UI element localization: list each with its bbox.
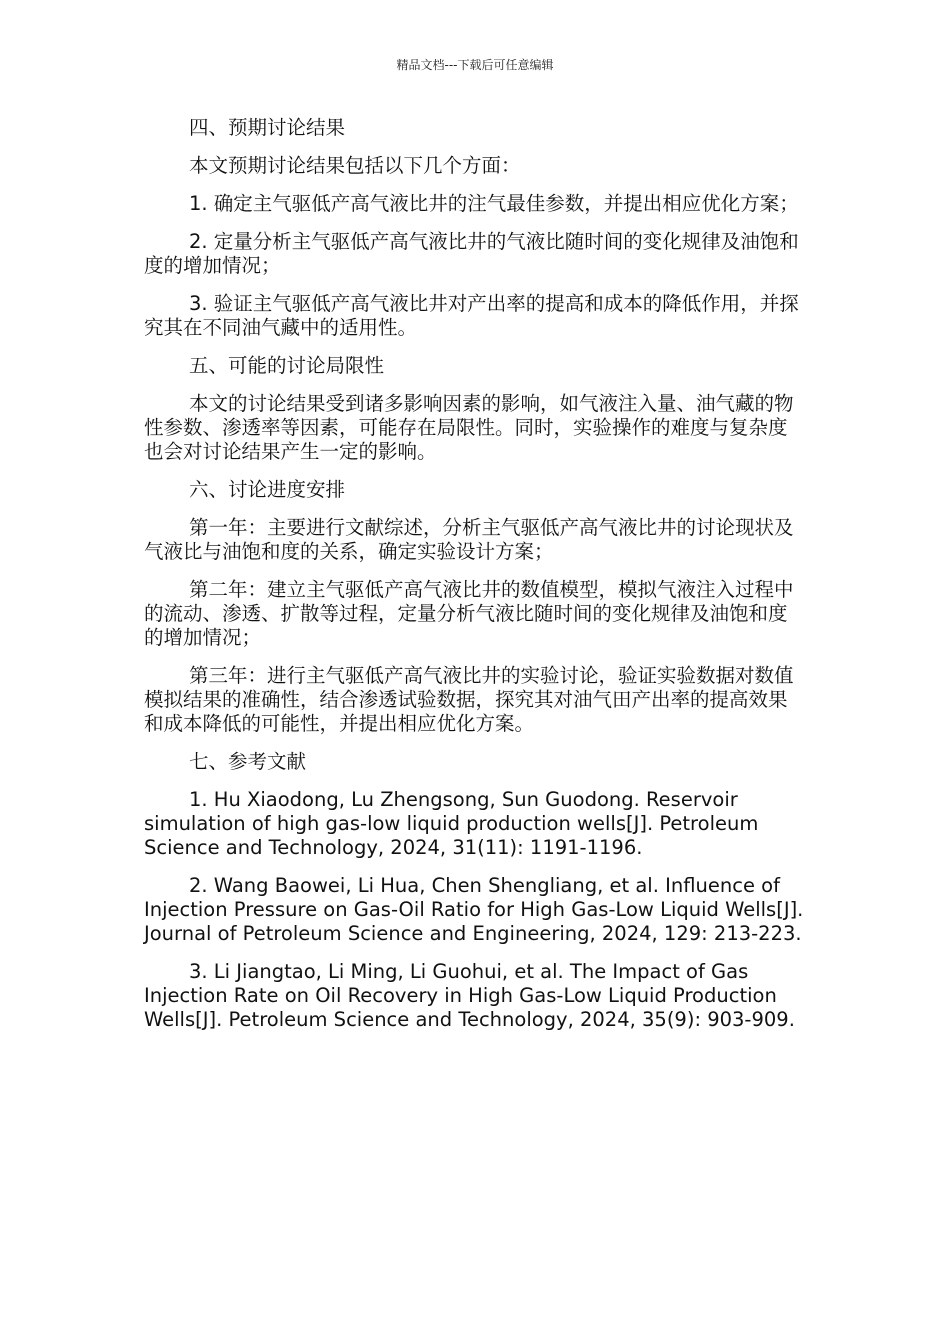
paragraph-result-1: 1. 确定主气驱低产高气液比井的注气最佳参数，并提出相应优化方案； — [189, 192, 799, 215]
paragraph-schedule-year-2: 第二年：建立主气驱低产高气液比井的数值模型，模拟气液注入过程中的流动、渗透、扩散等过程，定量分析气液比随时间的变化规律及油饱和度的增加情况； — [144, 578, 794, 649]
section-heading-expected-results: 四、预期讨论结果 — [189, 116, 346, 139]
reference-item-3: 3. Li Jiangtao, Li Ming, Li Guohui, et al. The Impact of Gas Injection Rate on Oil Recovery in High Gas-Low Liquid Production Wells[J]. Petroleum Science and Technology, 2024, 35(9): 903-909. — [144, 960, 795, 1031]
section-heading-limitations: 五、可能的讨论局限性 — [189, 354, 385, 377]
paragraph-limitations: 本文的讨论结果受到诸多影响因素的影响，如气液注入量、油气藏的物性参数、渗透率等因素，可能存在局限性。同时，实验操作的难度与复杂度也会对讨论结果产生一定的影响。 — [144, 392, 794, 463]
paragraph-results-intro: 本文预期讨论结果包括以下几个方面： — [189, 154, 521, 177]
section-heading-references: 七、参考文献 — [189, 750, 307, 773]
page-header: 精品文档---下载后可任意编辑 — [396, 58, 554, 72]
paragraph-result-3: 3. 验证主气驱低产高气液比井对产出率的提高和成本的降低作用，并探究其在不同油气藏中的适用性。 — [144, 292, 799, 339]
section-heading-schedule: 六、讨论进度安排 — [189, 478, 346, 501]
document-body — [144, 116, 804, 1046]
paragraph-schedule-year-1: 第一年：主要进行文献综述，分析主气驱低产高气液比井的讨论现状及气液比与油饱和度的关系，确定实验设计方案； — [144, 516, 794, 563]
reference-item-2: 2. Wang Baowei, Li Hua, Chen Shengliang, et al. Influence of Injection Pressure on Gas-Oil Ratio for High Gas-Low Liquid Wells[J]. Journal of Petroleum Science and Engineering, 2024, 129: 213-223. — [144, 874, 804, 945]
paragraph-schedule-year-3: 第三年：进行主气驱低产高气液比井的实验讨论，验证实验数据对数值模拟结果的准确性，结合渗透试验数据，探究其对油气田产出率的提高效果和成本降低的可能性，并提出相应优化方案。 — [144, 664, 794, 735]
paragraph-result-2: 2. 定量分析主气驱低产高气液比井的气液比随时间的变化规律及油饱和度的增加情况； — [144, 230, 799, 277]
reference-item-1: 1. Hu Xiaodong, Lu Zhengsong, Sun Guodong. Reservoir simulation of high gas-low liquid production wells[J]. Petroleum Science and Technology, 2024, 31(11): 1191-1196. — [144, 788, 759, 859]
